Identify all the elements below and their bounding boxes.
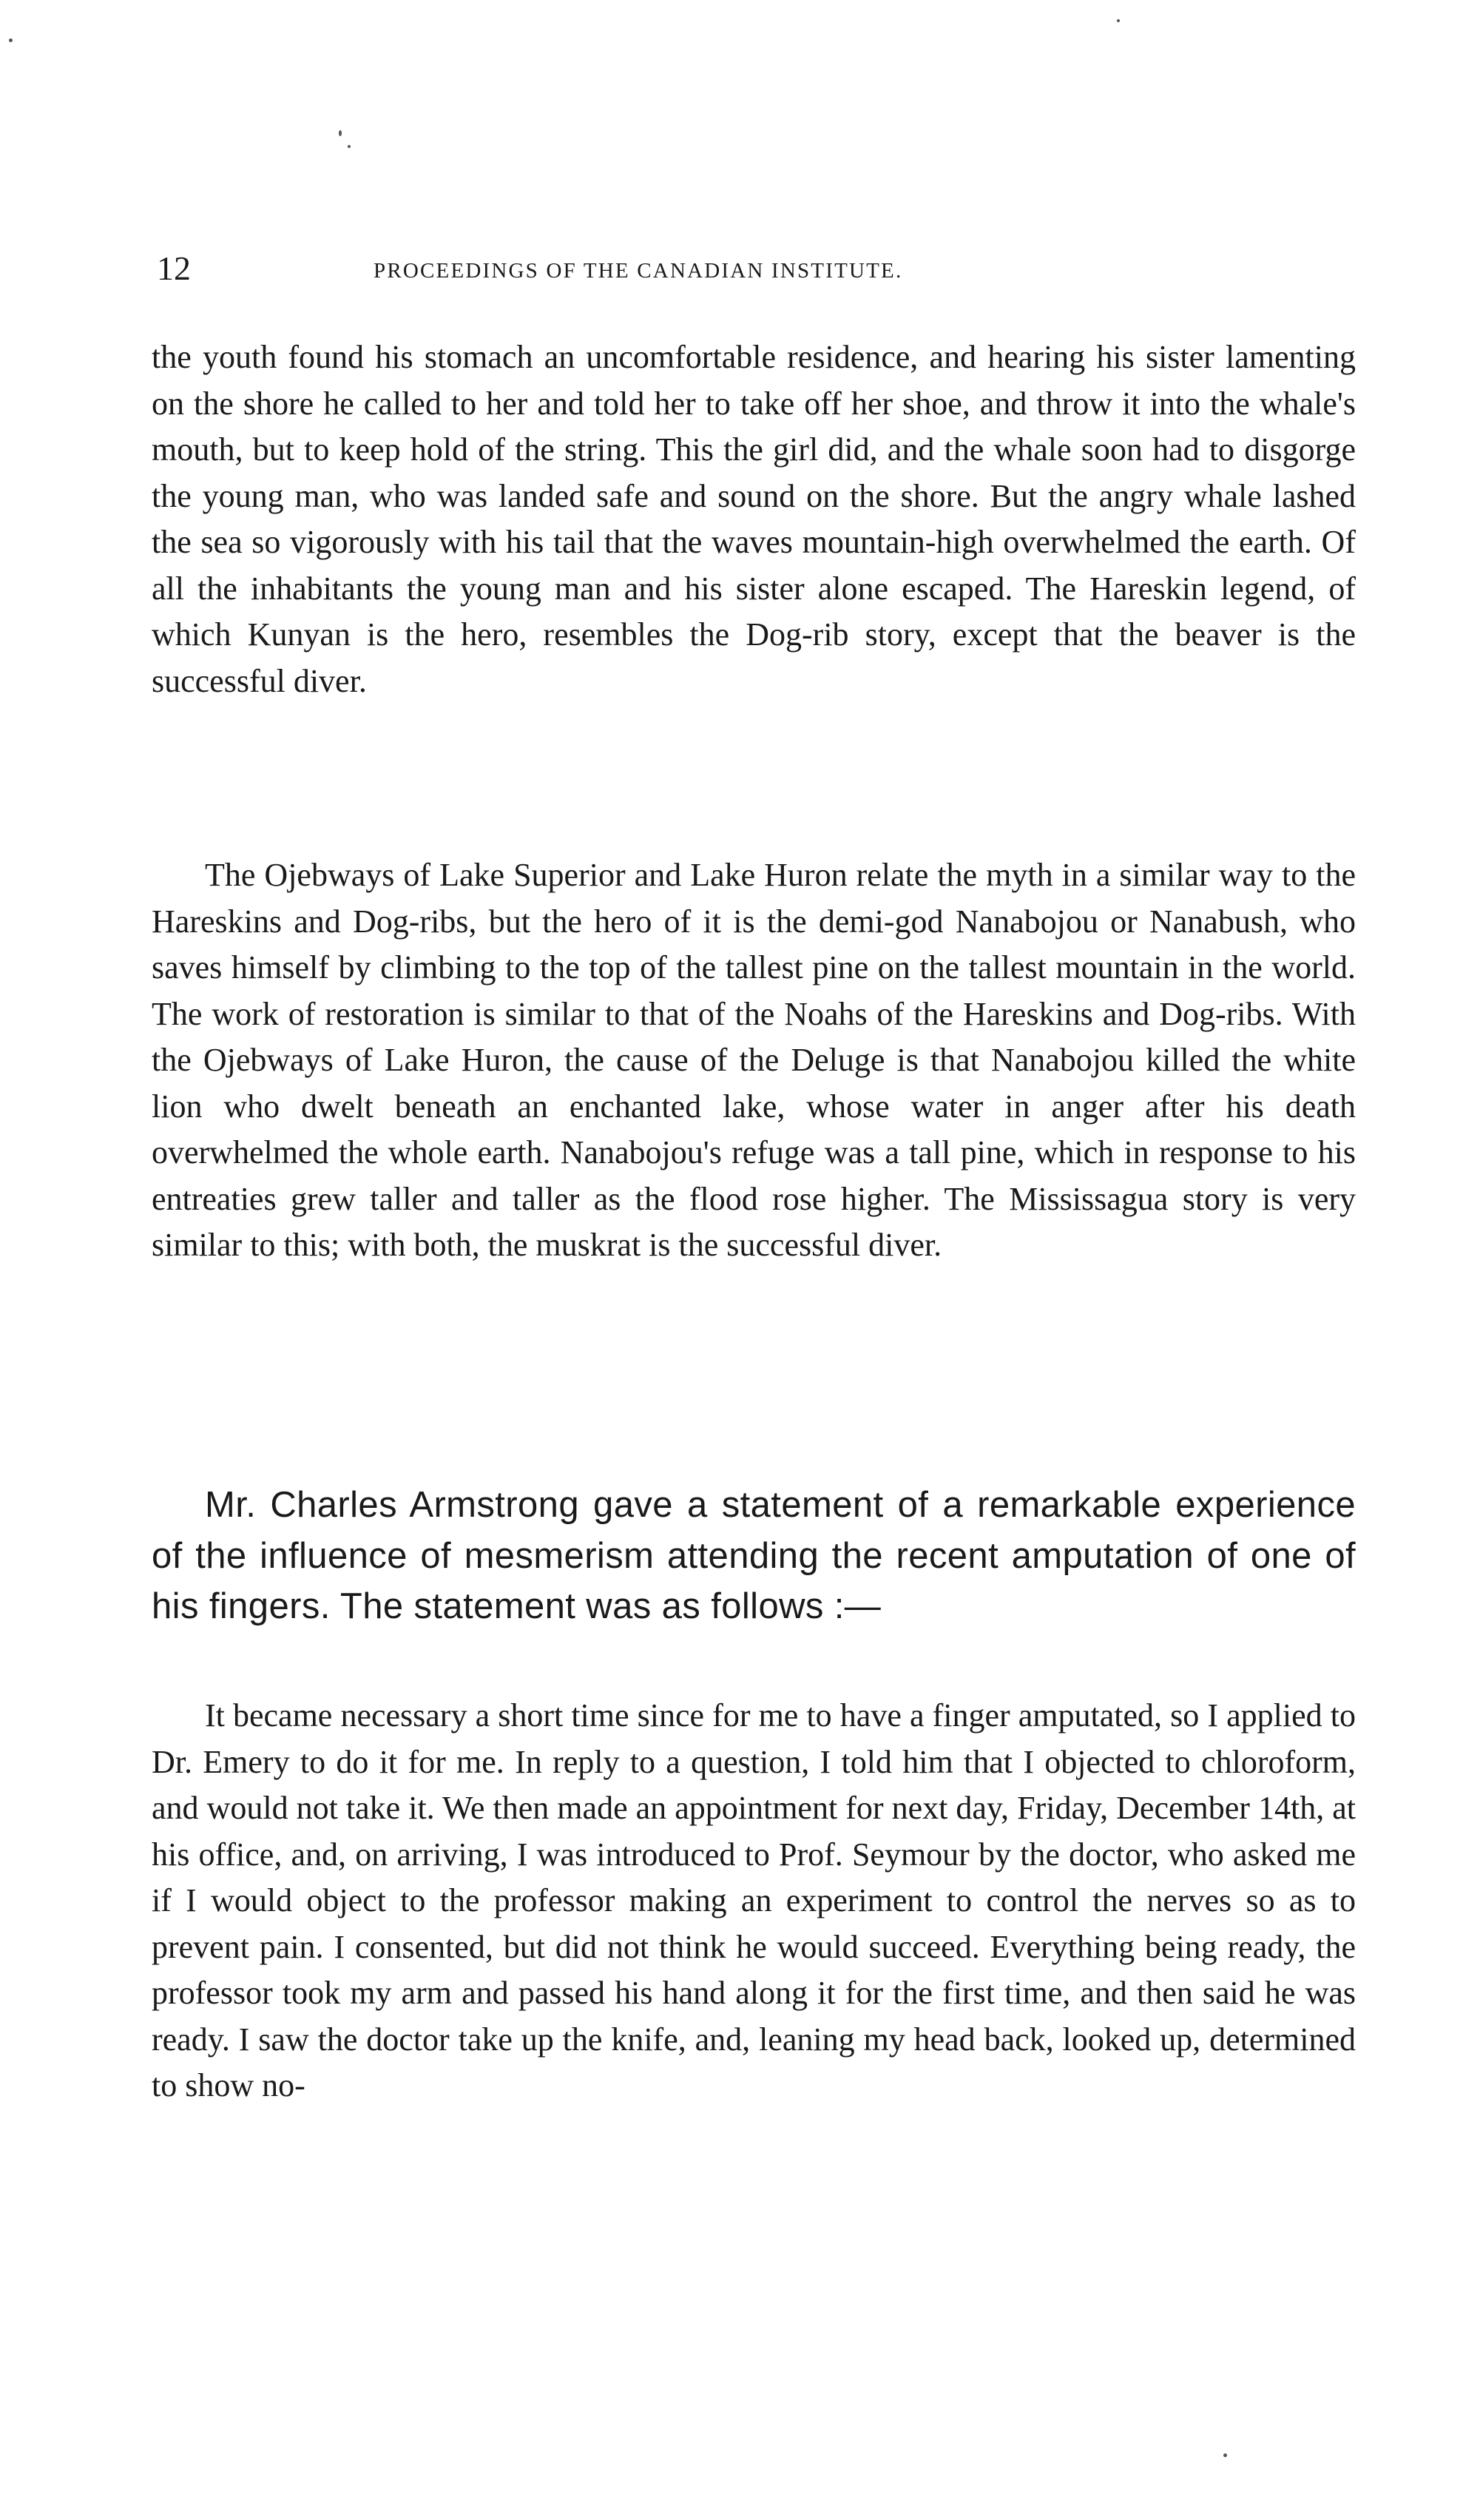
ink-speck	[1223, 2453, 1227, 2457]
body-paragraph: The Ojebways of Lake Superior and Lake Huron relate the myth in a similar way to the Hareskins and Dog-ribs, but the hero of it is the demi-god Nanabojou or Nanabush, who saves himself by climbing to the top of the tallest pine on the tallest mountain in the world. The work of restoration is similar to that of the Noahs of the Hareskins and Dog-ribs. With the Ojebways of Lake Huron, the cause of the Deluge is that Nanabojou killed the white lion who dwelt beneath an enchanted lake, whose water in anger after his death overwhelmed the whole earth. Nanabojou's refuge was a tall pine, which in response to his entreaties grew taller and taller as the flood rose higher. The Mississagua story is very similar to this; with both, the muskrat is the successful diver.	[152, 857, 1356, 1263]
page-number: 12	[157, 249, 191, 287]
body-paragraph: the youth found his stomach an uncomfortable residence, and hearing his sister lamenting on the shore he called to her and told her to take off her shoe, and throw it into the whale's mouth, but to keep hold of the string. This the girl did, and the whale soon had to disgorge the young man, who was landed safe and sound on the shore. But the angry whale lashed the sea so vigorously with his tail that the waves mountain-high overwhelmed the earth. Of all the inhabitants the young man and his sister alone escaped. The Hareskin legend, of which Kunyan is the hero, resembles the Dog-rib story, except that the beaver is the successful diver.	[152, 339, 1356, 699]
ink-speck	[339, 130, 342, 136]
ink-speck	[348, 145, 351, 148]
ink-speck	[9, 38, 13, 42]
statement-paragraph: It became necessary a short time since for me to have a finger amputated, so I applied to Dr. Emery to do it for me. In reply to a question, I told him that I objected to chloroform, and would not take it. We then made an appointment for next day, Friday, December 14th, at his office, and, on arriving, I was introduced to Prof. Seymour by the doctor, who asked me if I would object to the professor making an experiment to control the nerves so as to prevent pain. I consented, but did not think he would succeed. Everything being ready, the professor took my arm and passed his hand along it for the first time, and then said he was ready. I saw the doctor take up the knife, and, leaning my head back, looked up, determined to show no-	[152, 1697, 1356, 2103]
running-title: PROCEEDINGS OF THE CANADIAN INSTITUTE.	[374, 259, 903, 283]
ink-speck	[1117, 19, 1120, 22]
meeting-note-paragraph: Mr. Charles Armstrong gave a statement of a remarkable experience of the influence of mesmerism attending the recent amputation of one of his fingers. The statement was as follows :—	[152, 1485, 1356, 1626]
